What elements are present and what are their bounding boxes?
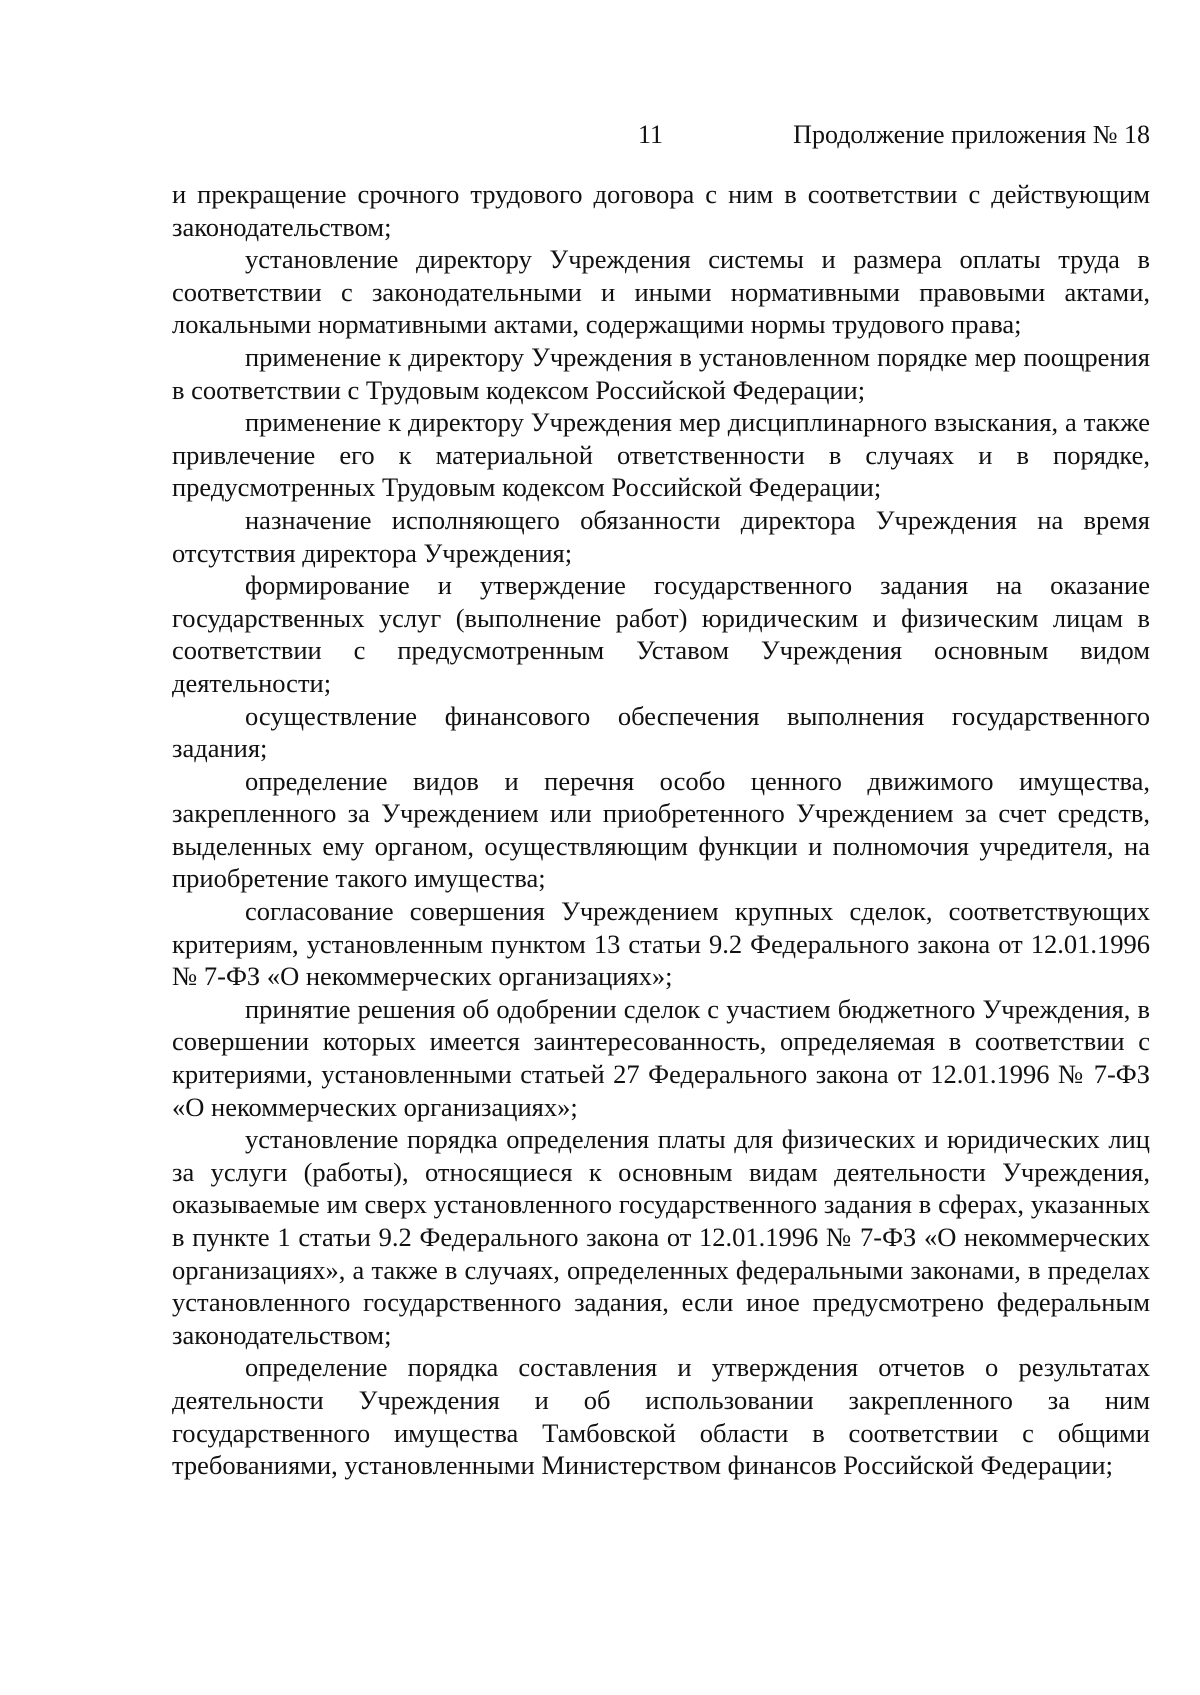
paragraph: определение порядка составления и утверждения отчетов о результатах деятельности Учреждения и об использовании закрепленного за ним государственного имущества Тамбовской области в соответствии с общими требованиями, установленными Министерством финансов Российской Федерации;: [172, 1352, 1150, 1481]
paragraph: установление порядка определения платы для физических и юридических лиц за услуги (работы), относящиеся к основным видам деятельности Учреждения, оказываемые им сверх установленного государственного задания в сферах, указанных в пункте 1 статьи 9.2 Федерального закона от 12.01.1996 № 7-ФЗ «О некоммерческих организациях», а также в случаях, определенных федеральными законами, в пределах установленного государственного задания, если иное предусмотрено федеральным законодательством;: [172, 1124, 1150, 1350]
appendix-continuation-label: Продолжение приложения № 18: [793, 120, 1150, 149]
paragraph: применение к директору Учреждения в установленном порядке мер поощрения в соответствии с Трудовым кодексом Российской Федерации;: [172, 341, 1150, 405]
paragraph: осуществление финансового обеспечения выполнения государственного задания;: [172, 700, 1150, 764]
paragraph: формирование и утверждение государственного задания на оказание государственных услуг (выполнение работ) юридическим и физическим лицам в соответствии с предусмотренным Уставом Учреждения основным видом деятельности;: [172, 570, 1150, 698]
paragraph: и прекращение срочного трудового договора с ним в соответствии с действующим законодательством;: [172, 179, 1150, 242]
paragraph: применение к директору Учреждения мер дисциплинарного взыскания, а также привлечение его к материальной ответственности в случаях и в порядке, предусмотренных Трудовым кодексом Российской Федерации;: [172, 407, 1150, 503]
page-header: [172, 118, 1150, 152]
document-body: [172, 178, 1150, 1482]
paragraph: установление директору Учреждения системы и размера оплаты труда в соответствии с законодательными и иными нормативными правовыми актами, локальными нормативными актами, содержащими нормы трудового права;: [172, 244, 1150, 340]
paragraph: принятие решения об одобрении сделок с участием бюджетного Учреждения, в совершении которых имеется заинтересованность, определяемая в соответствии с критериями, установленными статьей 27 Федерального закона от 12.01.1996 № 7-ФЗ «О некоммерческих организациях»;: [172, 993, 1150, 1122]
paragraph: определение видов и перечня особо ценного движимого имущества, закрепленного за Учреждением или приобретенного Учреждением за счет средств, выделенных ему органом, осуществляющим функции и полномочия учредителя, на приобретение такого имущества;: [172, 765, 1150, 894]
paragraph: назначение исполняющего обязанности директора Учреждения на время отсутствия директора Учреждения;: [172, 504, 1150, 568]
page-number: 11: [638, 120, 664, 149]
paragraph: согласование совершения Учреждением крупных сделок, соответствующих критериям, установленным пунктом 13 статьи 9.2 Федерального закона от 12.01.1996 № 7-ФЗ «О некоммерческих организациях»;: [172, 896, 1150, 992]
